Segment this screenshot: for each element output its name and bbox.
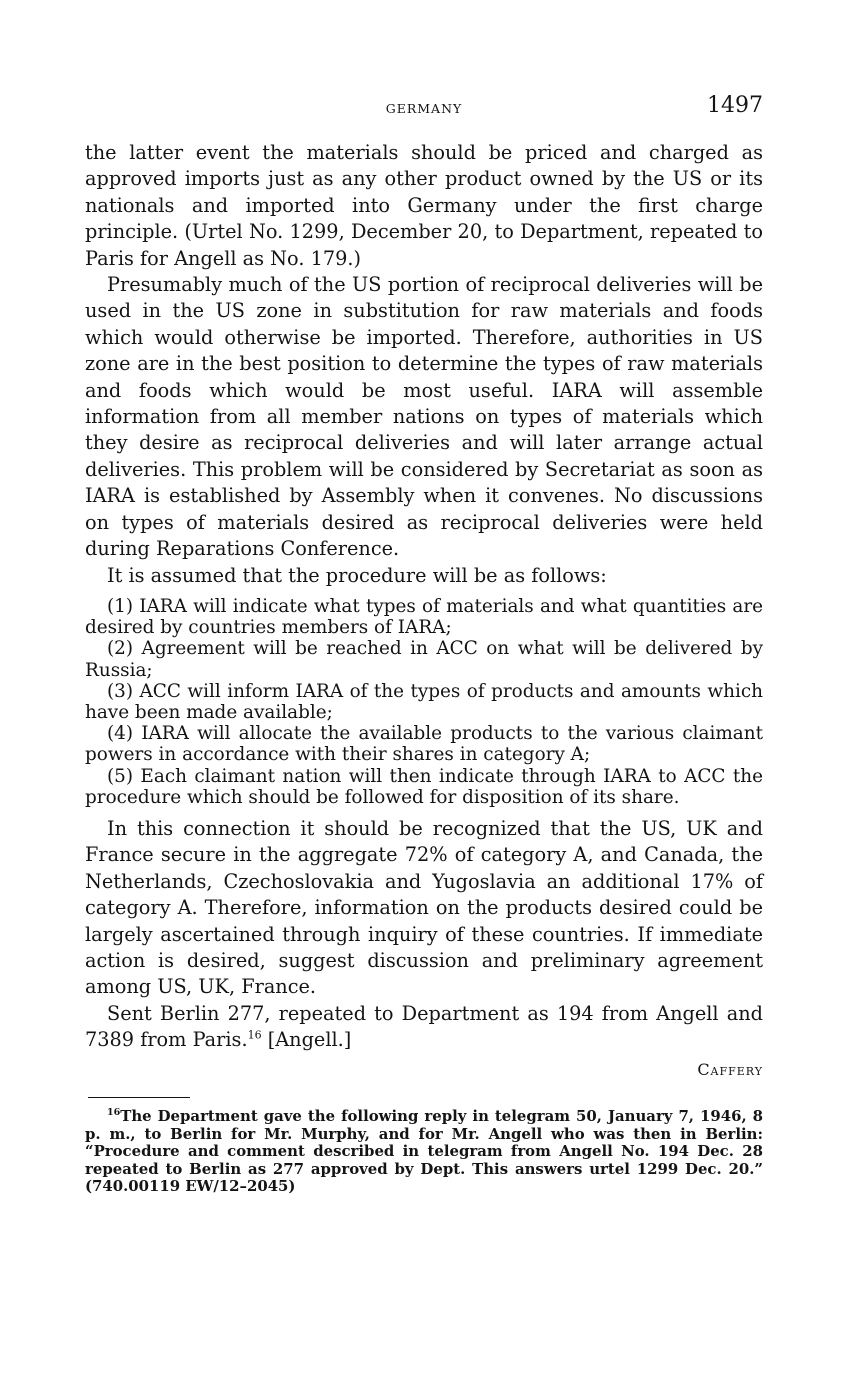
procedure-list (85, 596, 763, 808)
footnote-text: The Department gave the following reply in telegram 50, January 7, 1946, 8 p. m., to Berlin for Mr. Murphy, and for Mr. Angell who was then in Berlin: “Procedure and comment described in telegram from Angell No. 194 Dec. 28 repeated to Berlin as 277 approved by Dept. This answers urtel 1299 Dec. 20.” (740.00119 EW/12–2045) (85, 1107, 763, 1196)
footnote-paragraph (85, 1108, 763, 1196)
paragraph-category-shares: In this connection it should be recognized that the US, UK and France secure in the aggregate 72% of category A, and Canada, the Netherlands, Czechoslovakia and Yugoslavia an additional 17% of category A. Therefore, information on the products desired could be largely ascertained through inquiry of these countries. If immediate action is desired, suggest discussion and preliminary agreement among US, UK, France. (85, 816, 763, 999)
footnote-mark: 16 (107, 1107, 121, 1119)
procedure-item: (2) Agreement will be reached in ACC on what will be delivered by Russia; (85, 638, 763, 681)
procedure-item: (5) Each claimant nation will then indicate through IARA to ACC the procedure which should be followed for disposition of its share. (85, 765, 763, 808)
footnote (85, 1108, 763, 1196)
footnote-divider (88, 1097, 190, 1098)
procedure-item: (1) IARA will indicate what types of materials and what quantities are desired by countries members of IARA; (85, 595, 763, 639)
signature: Caffery (697, 1060, 763, 1079)
page-number: 1497 (707, 93, 763, 118)
paragraph-continuation: the latter event the materials should be priced and charged as approved imports just as any other product owned by the US or its nationals and imported into Germany under the first charge principle. (Urtel No. 1299, December 20, to Department, repeated to Paris for Angell as No. 179.) (85, 141, 763, 270)
running-head: GERMANY (385, 101, 463, 116)
sent-line-text: Sent Berlin 277, repeated to Department as 194 from Angell and 7389 from Paris. (85, 1001, 763, 1052)
body-text (85, 140, 763, 1054)
sent-line-trailer: [Angell.] (261, 1028, 352, 1052)
procedure-item: (3) ACC will inform IARA of the types of products and amounts which have been made available; (85, 680, 763, 723)
paragraph-reciprocal-deliveries: Presumably much of the US portion of reciprocal deliveries will be used in the US zone in substitution for raw materials and foods which would otherwise be imported. Therefore, authorities in US zone are in the best position to determine the types of raw materials and foods which would be most useful. IARA will assemble information from all member nations on types of materials which they desire as reciprocal deliveries and will later arrange actual deliveries. This problem will be considered by Secretariat as soon as IARA is established by Assembly when it convenes. No discussions on types of materials desired as reciprocal deliveries were held during Reparations Conference. (85, 273, 763, 561)
procedure-item: (4) IARA will allocate the available products to the various claimant powers in accordance with their shares in category A; (85, 723, 763, 766)
footnote-reference: 16 (247, 1028, 262, 1042)
page-header (85, 93, 763, 127)
paragraph-procedure-intro: It is assumed that the procedure will be as follows: (107, 563, 607, 587)
paragraph-sent-line (85, 1001, 763, 1054)
